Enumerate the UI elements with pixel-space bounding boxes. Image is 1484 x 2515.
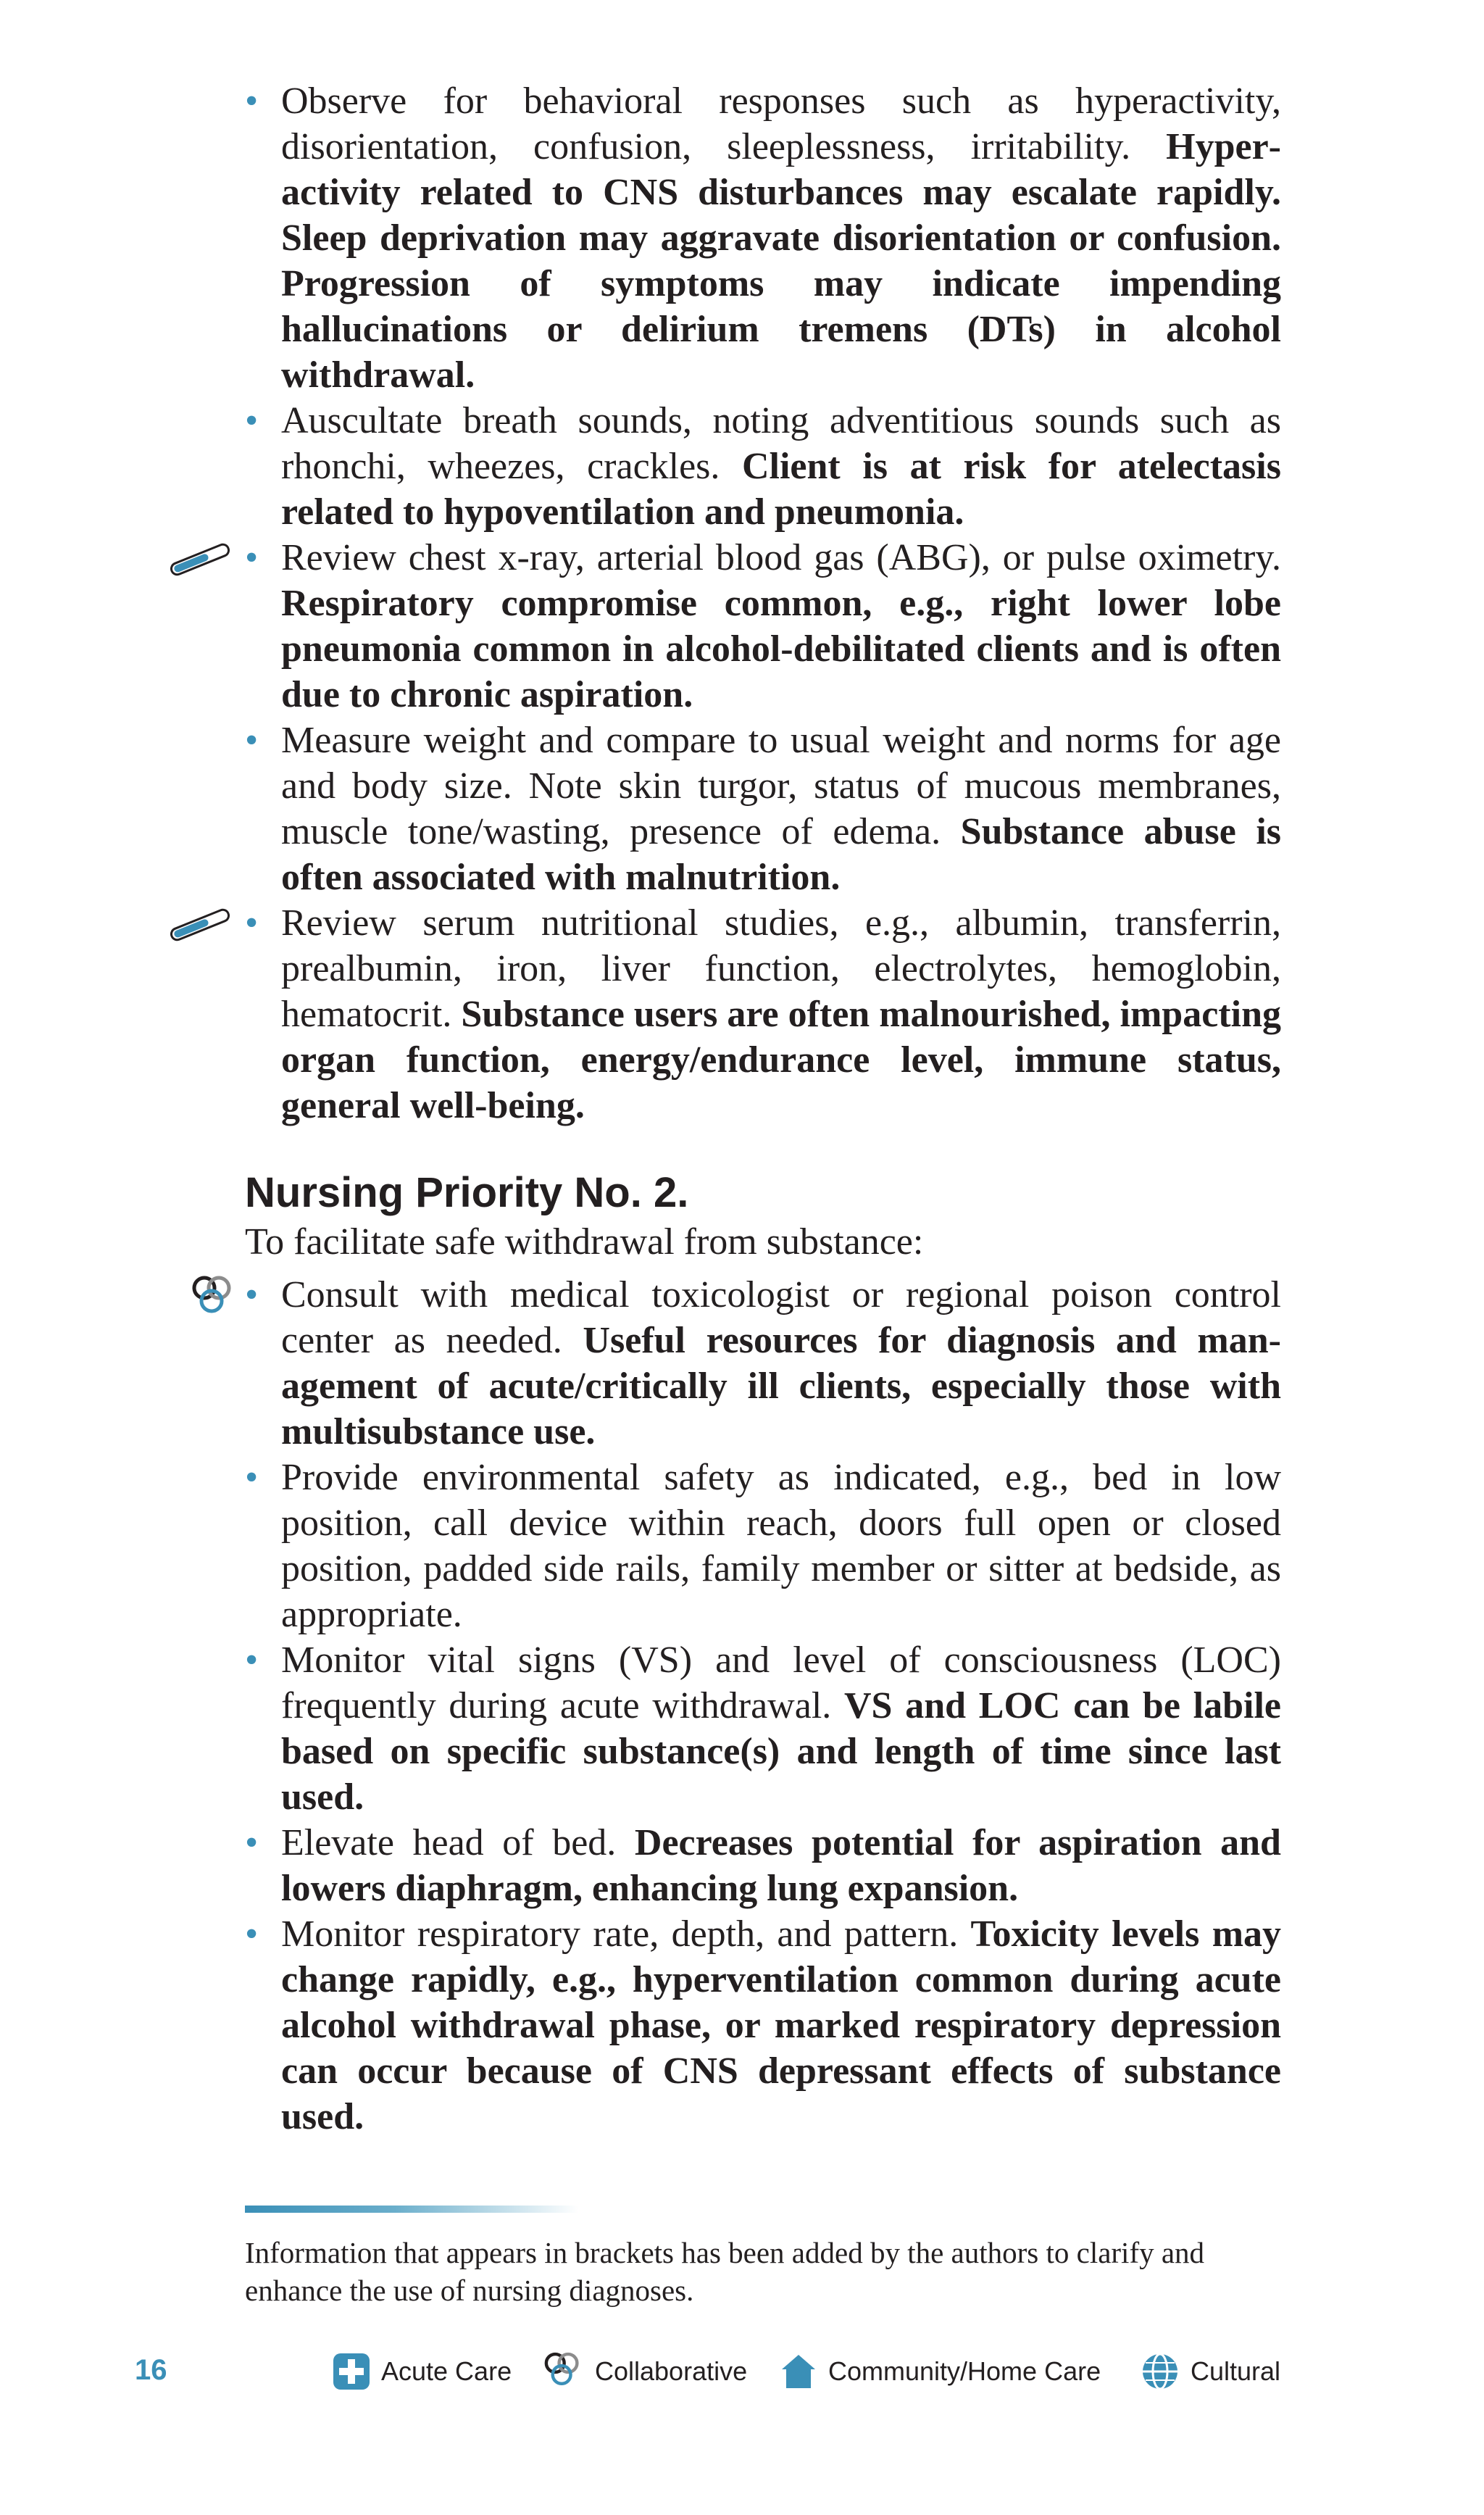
bullet-icon: • xyxy=(245,80,259,122)
item-text: Measure weight and compare to usual weight and norms for age and body size. Note skin turgor, status of mucous membranes, muscle tone/wasting, presence of edema. xyxy=(281,720,1281,852)
bullet-icon: • xyxy=(245,400,259,441)
bullet-icon: • xyxy=(245,902,259,944)
section1-list xyxy=(245,78,1281,1128)
item-rationale: Client is at risk for atelectasis related to hypoventilation and pneumonia. xyxy=(281,446,1281,533)
item-text: Monitor vital signs (VS) and level of consciousness (LOC) frequently during acute withdrawal. xyxy=(281,1639,1281,1726)
bullet-icon: • xyxy=(245,537,259,578)
collaborative-rings-icon xyxy=(540,2349,585,2394)
page-content xyxy=(245,78,1281,2140)
item-rationale: VS and LOC can be labile based on specific substance(s) and length of time since last used. xyxy=(281,1685,1282,1818)
item-text: Review chest x-ray, arterial blood gas (ABG), or pulse oximetry. xyxy=(281,537,1281,578)
item-text: Provide environmental safety as indicated, e.g., bed in low position, call device within reach, doors full open or closed position, padded side rails, family member or sitter at bedside, as appropriate. xyxy=(281,1457,1281,1635)
list-item xyxy=(245,78,1281,398)
item-rationale: Respiratory compromise common, e.g., right lower lobe pneumonia common in alcohol-debilitated clients and is often due to chronic aspiration. xyxy=(281,583,1281,715)
bullet-icon: • xyxy=(245,1639,259,1681)
footnote-divider xyxy=(245,2206,578,2213)
section-heading: Nursing Priority No. 2. xyxy=(245,1169,689,1216)
community-home-care-house-icon xyxy=(779,2352,818,2391)
legend-label: Community/Home Care xyxy=(828,2356,1101,2386)
list-item xyxy=(245,1272,1281,1455)
collaborative-rings-icon xyxy=(187,1272,238,1323)
bullet-icon: • xyxy=(245,1822,259,1863)
acute-care-cross-icon xyxy=(332,2352,371,2391)
list-item xyxy=(245,1455,1281,1637)
cultural-globe-icon xyxy=(1140,2351,1180,2392)
page-footer xyxy=(0,2341,1484,2406)
item-text: Review serum nutritional studies, e.g., albumin, transferrin, prealbumin, iron, liver function, electrolytes, hemoglobin, hematocrit. xyxy=(281,902,1281,1035)
list-item xyxy=(245,398,1281,535)
bullet-icon: • xyxy=(245,1457,259,1498)
list-item xyxy=(245,1820,1281,1911)
legend-cultural xyxy=(1140,2343,1280,2400)
test-tube-icon xyxy=(165,538,235,581)
item-rationale: Substance abuse is often associated with malnutrition. xyxy=(281,811,1282,898)
section-intro: To facilitate safe withdrawal from substance: xyxy=(245,1221,924,1263)
footnote: Information that appears in brackets has been added by the authors to clarify and enhance the use of nursing diagnoses. xyxy=(245,2236,1205,2307)
item-rationale: Substance users are often malnourished, impacting organ function, energy/endurance level, immune status, general well-being. xyxy=(281,994,1281,1126)
item-rationale: Hyperactivity related to CNS disturbances may escalate rapidly. Sleep deprivation may aggravate disorientation or confusion. Progression of symptoms may indicate impending hallucinations or delirium tremens (DTs) in alcohol withdrawal. xyxy=(281,126,1281,396)
list-item xyxy=(245,535,1281,718)
legend-label: Cultural xyxy=(1191,2356,1281,2386)
item-text: Monitor respiratory rate, depth, and pattern. xyxy=(281,1913,971,1955)
item-rationale: Decreases potential for aspiration and lowers diaphragm, enhancing lung expansion. xyxy=(281,1822,1281,1909)
list-item xyxy=(245,718,1281,900)
list-item xyxy=(245,900,1281,1128)
page-number: 16 xyxy=(135,2354,167,2386)
section2-list xyxy=(245,1272,1281,2140)
bullet-icon: • xyxy=(245,1274,259,1315)
item-text: Consult with medical toxicologist or regional poison control center as needed. xyxy=(281,1274,1281,1361)
legend-label: Acute Care xyxy=(381,2356,512,2386)
bullet-icon: • xyxy=(245,720,259,761)
test-tube-icon xyxy=(165,903,235,947)
item-text: Auscultate breath sounds, noting adventitious sounds such as rhonchi, wheezes, crackles. xyxy=(281,400,1281,487)
list-item xyxy=(245,1637,1281,1820)
legend-community-home-care xyxy=(779,2343,1101,2400)
item-rationale: Useful resources for diagnosis and management of acute/critically ill clients, especially those with multisubstance use. xyxy=(281,1320,1281,1452)
item-text: Elevate head of bed. xyxy=(281,1822,635,1863)
legend-label: Collaborative xyxy=(595,2356,748,2386)
item-rationale: Toxicity levels may change rapidly, e.g., hyperventilation common during acute alcohol withdrawal phase, or marked respiratory depression can occur because of CNS depressant effects of substance used. xyxy=(281,1913,1282,2137)
bullet-icon: • xyxy=(245,1913,259,1955)
list-item xyxy=(245,1911,1281,2140)
legend-collaborative xyxy=(540,2343,747,2400)
item-text: Observe for behavioral responses such as hyperactivity, disorientation, confusion, sleeplessness, irritability. xyxy=(281,80,1281,167)
legend-acute-care xyxy=(332,2343,512,2400)
